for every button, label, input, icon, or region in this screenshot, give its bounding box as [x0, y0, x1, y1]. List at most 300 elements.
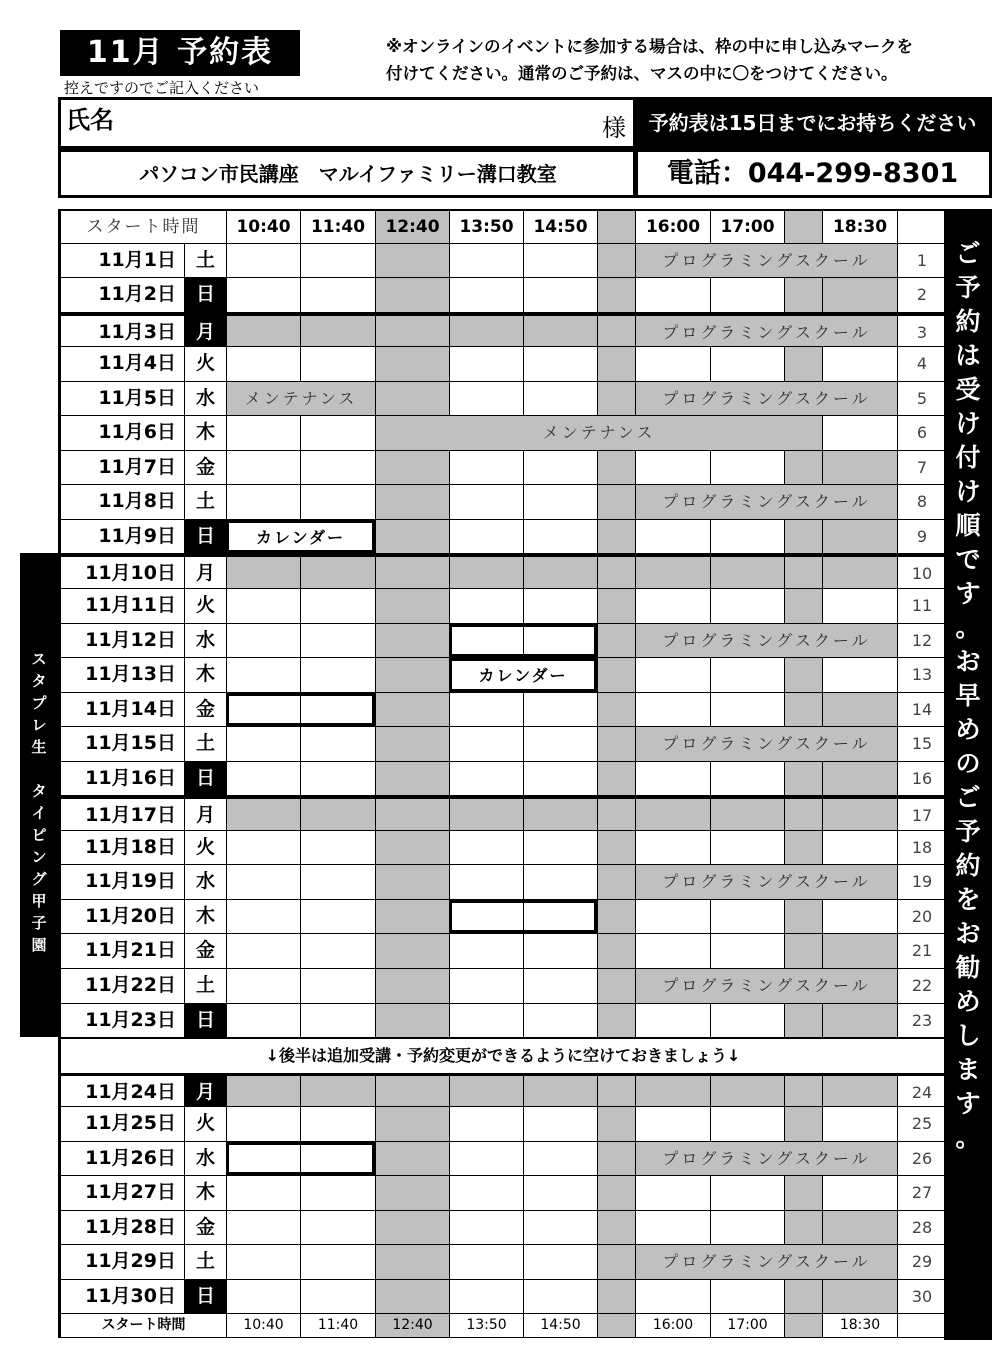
weekday-cell: 金 — [184, 1211, 226, 1245]
weekday-cell: 水 — [184, 382, 226, 416]
time-slot[interactable] — [710, 831, 784, 865]
time-slot — [449, 1076, 523, 1107]
time-slot[interactable] — [449, 485, 523, 519]
time-header-6 — [597, 211, 635, 243]
time-slot[interactable] — [226, 934, 300, 968]
online-event-box[interactable] — [226, 693, 375, 727]
time-slot[interactable] — [710, 451, 784, 485]
time-slot[interactable] — [449, 1004, 523, 1038]
time-footer-5: 14:50 — [523, 1314, 597, 1337]
time-slot[interactable] — [710, 658, 784, 692]
time-slot[interactable] — [635, 1280, 710, 1314]
time-slot[interactable] — [710, 278, 784, 312]
time-slot[interactable] — [710, 693, 784, 727]
time-slot[interactable] — [300, 278, 375, 312]
time-slot[interactable] — [523, 1245, 597, 1279]
time-slot — [375, 831, 449, 865]
time-slot[interactable] — [523, 1211, 597, 1245]
time-slot — [784, 1107, 822, 1141]
time-slot — [784, 900, 822, 934]
time-slot[interactable] — [523, 485, 597, 519]
time-slot[interactable] — [226, 416, 300, 450]
date-cell: 11月25日 — [60, 1107, 184, 1141]
time-slot[interactable] — [449, 589, 523, 623]
online-event-divider — [300, 1145, 301, 1173]
time-slot[interactable] — [449, 1280, 523, 1314]
date-cell: 11月22日 — [60, 969, 184, 1003]
time-slot[interactable] — [226, 451, 300, 485]
time-slot[interactable] — [300, 900, 375, 934]
time-slot — [597, 451, 635, 485]
weekday-cell: 水 — [184, 1142, 226, 1176]
programming-school-event: プログラミングスクール — [635, 382, 897, 416]
time-slot[interactable] — [635, 900, 710, 934]
weekday-cell: 水 — [184, 865, 226, 899]
notice-line-2: 付けてください。通常のご予約は、マスの中に〇をつけてください。 — [386, 64, 898, 83]
time-slot[interactable] — [523, 831, 597, 865]
row-number: 15 — [897, 727, 946, 761]
time-slot — [597, 1142, 635, 1176]
time-slot[interactable] — [226, 244, 300, 278]
time-slot[interactable] — [449, 520, 523, 554]
time-slot — [375, 865, 449, 899]
table-row — [60, 1142, 946, 1177]
time-slot — [375, 762, 449, 796]
time-slot — [375, 1142, 449, 1176]
row-number: 30 — [897, 1280, 946, 1314]
time-slot — [822, 557, 897, 588]
time-slot — [784, 762, 822, 796]
time-slot[interactable] — [300, 1211, 375, 1245]
time-slot — [822, 1211, 897, 1245]
table-row — [60, 451, 946, 486]
weekday-cell: 木 — [184, 1176, 226, 1210]
weekday-cell: 土 — [184, 485, 226, 519]
time-slot[interactable] — [226, 624, 300, 658]
time-slot[interactable] — [300, 762, 375, 796]
time-slot[interactable] — [710, 900, 784, 934]
maintenance-event: メンテナンス — [375, 416, 822, 450]
time-slot — [449, 799, 523, 830]
left-side-label — [20, 553, 58, 1037]
time-slot[interactable] — [523, 1176, 597, 1210]
time-slot[interactable] — [635, 693, 710, 727]
date-cell: 11月12日 — [60, 624, 184, 658]
time-slot — [822, 1280, 897, 1314]
time-slot — [597, 316, 635, 347]
row-number: 21 — [897, 934, 946, 968]
time-slot[interactable] — [300, 865, 375, 899]
time-footer-7: 16:00 — [635, 1314, 710, 1337]
time-slot — [822, 934, 897, 968]
page-title: 11月 予約表 — [60, 30, 300, 76]
table-row — [60, 1280, 946, 1315]
time-slot[interactable] — [226, 589, 300, 623]
online-event-divider — [523, 903, 524, 931]
table-row — [60, 589, 946, 624]
date-cell: 11月13日 — [60, 658, 184, 692]
time-slot[interactable] — [449, 727, 523, 761]
time-slot[interactable] — [523, 762, 597, 796]
time-slot[interactable] — [300, 1004, 375, 1038]
weekday-cell: 火 — [184, 831, 226, 865]
time-slot[interactable] — [523, 382, 597, 416]
table-row — [60, 520, 946, 555]
time-slot[interactable] — [449, 382, 523, 416]
weekday-cell: 火 — [184, 1107, 226, 1141]
time-slot — [784, 1211, 822, 1245]
school-name: パソコン市民講座 マルイファミリー溝口教室 — [58, 149, 638, 198]
time-footer-6 — [597, 1314, 635, 1337]
time-slot[interactable] — [822, 1107, 897, 1141]
time-slot[interactable] — [226, 1245, 300, 1279]
time-slot[interactable] — [226, 1176, 300, 1210]
time-slot[interactable] — [300, 727, 375, 761]
time-slot — [597, 865, 635, 899]
table-row — [60, 762, 946, 797]
name-label: 氏名 — [66, 106, 114, 134]
time-slot — [597, 934, 635, 968]
weekday-cell: 日 — [184, 762, 226, 796]
time-header-row — [60, 209, 946, 244]
time-slot[interactable] — [710, 934, 784, 968]
time-footer-9 — [784, 1314, 822, 1337]
time-slot[interactable] — [635, 831, 710, 865]
time-slot[interactable] — [300, 624, 375, 658]
time-slot[interactable] — [300, 1245, 375, 1279]
time-slot — [822, 1076, 897, 1107]
date-cell: 11月27日 — [60, 1176, 184, 1210]
time-slot[interactable] — [226, 1004, 300, 1038]
time-slot — [597, 624, 635, 658]
row-number: 19 — [897, 865, 946, 899]
time-slot[interactable] — [822, 831, 897, 865]
time-slot[interactable] — [226, 1211, 300, 1245]
time-slot — [375, 557, 449, 588]
time-slot[interactable] — [449, 1245, 523, 1279]
time-slot[interactable] — [523, 347, 597, 381]
table-row — [60, 1211, 946, 1246]
time-slot[interactable] — [300, 485, 375, 519]
table-row — [60, 278, 946, 313]
time-slot — [449, 316, 523, 347]
time-slot — [597, 278, 635, 312]
time-slot[interactable] — [300, 244, 375, 278]
time-slot[interactable] — [710, 762, 784, 796]
time-slot[interactable] — [635, 762, 710, 796]
start-time-label: スタート時間 — [60, 211, 226, 243]
time-slot[interactable] — [300, 347, 375, 381]
table-row — [60, 347, 946, 382]
date-cell: 11月15日 — [60, 727, 184, 761]
time-slot — [375, 1245, 449, 1279]
calendar-event[interactable]: カレンダー — [226, 520, 375, 554]
time-slot[interactable] — [523, 934, 597, 968]
time-slot — [597, 693, 635, 727]
weekday-cell: 火 — [184, 347, 226, 381]
time-slot[interactable] — [300, 934, 375, 968]
time-header-5: 14:50 — [523, 211, 597, 243]
date-cell: 11月11日 — [60, 589, 184, 623]
weekday-cell: 土 — [184, 1245, 226, 1279]
time-header-3: 12:40 — [375, 211, 449, 243]
time-slot[interactable] — [449, 1211, 523, 1245]
time-slot[interactable] — [822, 589, 897, 623]
date-cell: 11月28日 — [60, 1211, 184, 1245]
time-slot[interactable] — [226, 1107, 300, 1141]
time-slot — [822, 693, 897, 727]
online-event-box[interactable] — [449, 900, 597, 934]
time-slot[interactable] — [300, 831, 375, 865]
time-slot[interactable] — [635, 1004, 710, 1038]
time-slot[interactable] — [523, 589, 597, 623]
time-slot — [226, 557, 300, 588]
time-slot[interactable] — [523, 1004, 597, 1038]
time-slot[interactable] — [226, 831, 300, 865]
time-slot — [300, 557, 375, 588]
time-slot — [226, 799, 300, 830]
time-slot — [375, 244, 449, 278]
table-row — [60, 485, 946, 520]
time-slot[interactable] — [226, 900, 300, 934]
time-slot — [375, 485, 449, 519]
online-event-box[interactable] — [226, 1142, 375, 1176]
time-slot[interactable] — [226, 1280, 300, 1314]
time-slot — [635, 557, 710, 588]
table-row — [60, 624, 946, 659]
time-slot[interactable] — [822, 416, 897, 450]
row-number: 8 — [897, 485, 946, 519]
programming-school-event: プログラミングスクール — [635, 969, 897, 1003]
time-slot — [523, 1076, 597, 1107]
weekday-cell: 木 — [184, 658, 226, 692]
time-footer-4: 13:50 — [449, 1314, 523, 1337]
time-slot[interactable] — [710, 347, 784, 381]
time-slot[interactable] — [449, 244, 523, 278]
time-slot — [375, 799, 449, 830]
time-slot[interactable] — [523, 520, 597, 554]
deadline-banner: 予約表は15日までにお持ちください — [633, 97, 992, 149]
time-slot[interactable] — [523, 451, 597, 485]
online-event-divider — [523, 627, 524, 655]
time-slot[interactable] — [226, 278, 300, 312]
time-footer-2: 11:40 — [300, 1314, 375, 1337]
num-header — [897, 211, 946, 243]
time-slot — [784, 557, 822, 588]
time-slot[interactable] — [635, 278, 710, 312]
weekday-cell: 日 — [184, 1280, 226, 1314]
time-slot[interactable] — [710, 1176, 784, 1210]
time-slot — [375, 1076, 449, 1107]
time-slot[interactable] — [226, 485, 300, 519]
time-slot[interactable] — [449, 934, 523, 968]
date-cell: 11月20日 — [60, 900, 184, 934]
time-slot[interactable] — [635, 589, 710, 623]
programming-school-event: プログラミングスクール — [635, 727, 897, 761]
time-slot — [375, 589, 449, 623]
time-slot[interactable] — [300, 1280, 375, 1314]
time-slot[interactable] — [449, 1176, 523, 1210]
time-slot[interactable] — [635, 1211, 710, 1245]
time-slot[interactable] — [523, 693, 597, 727]
date-cell: 11月4日 — [60, 347, 184, 381]
time-slot[interactable] — [822, 347, 897, 381]
start-time-footer-label: スタート時間 — [60, 1314, 226, 1337]
time-slot[interactable] — [710, 1107, 784, 1141]
time-slot — [635, 1076, 710, 1107]
time-slot — [784, 799, 822, 830]
date-cell: 11月7日 — [60, 451, 184, 485]
calendar-event[interactable]: カレンダー — [449, 658, 597, 692]
time-header-2: 11:40 — [300, 211, 375, 243]
time-slot[interactable] — [226, 658, 300, 692]
time-slot[interactable] — [300, 1107, 375, 1141]
online-event-box[interactable] — [449, 624, 597, 658]
time-slot[interactable] — [822, 658, 897, 692]
time-slot[interactable] — [635, 520, 710, 554]
time-slot — [635, 799, 710, 830]
time-slot[interactable] — [635, 347, 710, 381]
time-slot — [597, 799, 635, 830]
time-slot[interactable] — [300, 969, 375, 1003]
time-slot[interactable] — [300, 416, 375, 450]
time-slot — [300, 1076, 375, 1107]
time-slot[interactable] — [523, 969, 597, 1003]
time-slot[interactable] — [449, 278, 523, 312]
time-header-1: 10:40 — [226, 211, 300, 243]
time-slot[interactable] — [710, 589, 784, 623]
time-slot[interactable] — [449, 865, 523, 899]
time-slot[interactable] — [226, 347, 300, 381]
date-cell: 11月8日 — [60, 485, 184, 519]
table-row — [60, 1073, 946, 1108]
row-number: 17 — [897, 799, 946, 830]
time-slot — [822, 451, 897, 485]
time-slot — [822, 799, 897, 830]
time-slot[interactable] — [449, 831, 523, 865]
time-slot[interactable] — [523, 1107, 597, 1141]
time-slot[interactable] — [523, 244, 597, 278]
time-slot[interactable] — [710, 1004, 784, 1038]
time-slot[interactable] — [449, 1107, 523, 1141]
programming-school-event: プログラミングスクール — [635, 1142, 897, 1176]
time-slot[interactable] — [822, 900, 897, 934]
time-slot[interactable] — [523, 727, 597, 761]
weekday-cell: 月 — [184, 557, 226, 588]
time-slot[interactable] — [635, 658, 710, 692]
date-cell: 11月21日 — [60, 934, 184, 968]
date-cell: 11月6日 — [60, 416, 184, 450]
row-number: 28 — [897, 1211, 946, 1245]
time-slot[interactable] — [523, 278, 597, 312]
time-slot — [375, 520, 449, 554]
table-row — [60, 244, 946, 279]
time-header-7: 16:00 — [635, 211, 710, 243]
weekday-cell: 木 — [184, 416, 226, 450]
time-slot — [597, 485, 635, 519]
time-slot — [597, 831, 635, 865]
weekday-cell: 金 — [184, 693, 226, 727]
time-slot[interactable] — [300, 589, 375, 623]
time-slot — [597, 520, 635, 554]
date-cell: 11月29日 — [60, 1245, 184, 1279]
time-slot — [375, 1107, 449, 1141]
time-slot[interactable] — [449, 451, 523, 485]
row-number: 6 — [897, 416, 946, 450]
date-cell: 11月23日 — [60, 1004, 184, 1038]
row-number: 26 — [897, 1142, 946, 1176]
time-slot[interactable] — [635, 934, 710, 968]
time-slot — [710, 799, 784, 830]
separator-note: ↓後半は追加受講・予約変更ができるように空けておきましょう↓ — [60, 1038, 946, 1073]
date-cell: 11月10日 — [60, 557, 184, 588]
row-number: 12 — [897, 624, 946, 658]
weekday-cell: 土 — [184, 969, 226, 1003]
time-slot[interactable] — [523, 1142, 597, 1176]
weekday-cell: 土 — [184, 727, 226, 761]
time-slot — [822, 520, 897, 554]
time-slot[interactable] — [635, 451, 710, 485]
time-header-9 — [784, 211, 822, 243]
time-slot[interactable] — [449, 762, 523, 796]
table-row — [60, 554, 946, 589]
time-slot[interactable] — [635, 1176, 710, 1210]
row-number: 4 — [897, 347, 946, 381]
time-slot — [226, 1076, 300, 1107]
time-slot[interactable] — [710, 520, 784, 554]
time-slot — [784, 1076, 822, 1107]
table-row — [60, 865, 946, 900]
time-slot[interactable] — [523, 865, 597, 899]
time-slot[interactable] — [226, 969, 300, 1003]
time-slot[interactable] — [300, 658, 375, 692]
time-slot — [597, 658, 635, 692]
table-row — [60, 658, 946, 693]
notice-line-1: ※オンラインのイベントに参加する場合は、枠の中に申し込みマークを — [386, 37, 914, 56]
time-slot — [300, 316, 375, 347]
time-slot[interactable] — [710, 1211, 784, 1245]
time-slot[interactable] — [449, 969, 523, 1003]
time-slot — [784, 451, 822, 485]
time-slot[interactable] — [635, 1107, 710, 1141]
weekday-cell: 木 — [184, 900, 226, 934]
row-number: 22 — [897, 969, 946, 1003]
time-slot[interactable] — [226, 727, 300, 761]
time-slot[interactable] — [523, 1280, 597, 1314]
time-slot — [784, 831, 822, 865]
row-number: 9 — [897, 520, 946, 554]
programming-school-event: プログラミングスクール — [635, 316, 897, 347]
row-number: 2 — [897, 278, 946, 312]
time-slot[interactable] — [300, 451, 375, 485]
time-slot[interactable] — [449, 693, 523, 727]
name-field[interactable] — [58, 97, 638, 149]
time-slot[interactable] — [449, 347, 523, 381]
time-slot[interactable] — [226, 762, 300, 796]
time-slot — [523, 799, 597, 830]
time-slot — [597, 1245, 635, 1279]
time-slot — [375, 382, 449, 416]
row-number: 13 — [897, 658, 946, 692]
subtitle: 控えですのでご記入ください — [64, 79, 260, 97]
time-slot[interactable] — [710, 1280, 784, 1314]
time-slot[interactable] — [449, 1142, 523, 1176]
time-slot[interactable] — [300, 1176, 375, 1210]
row-number: 27 — [897, 1176, 946, 1210]
time-slot[interactable] — [822, 1176, 897, 1210]
row-number: 3 — [897, 316, 946, 347]
time-slot[interactable] — [226, 865, 300, 899]
